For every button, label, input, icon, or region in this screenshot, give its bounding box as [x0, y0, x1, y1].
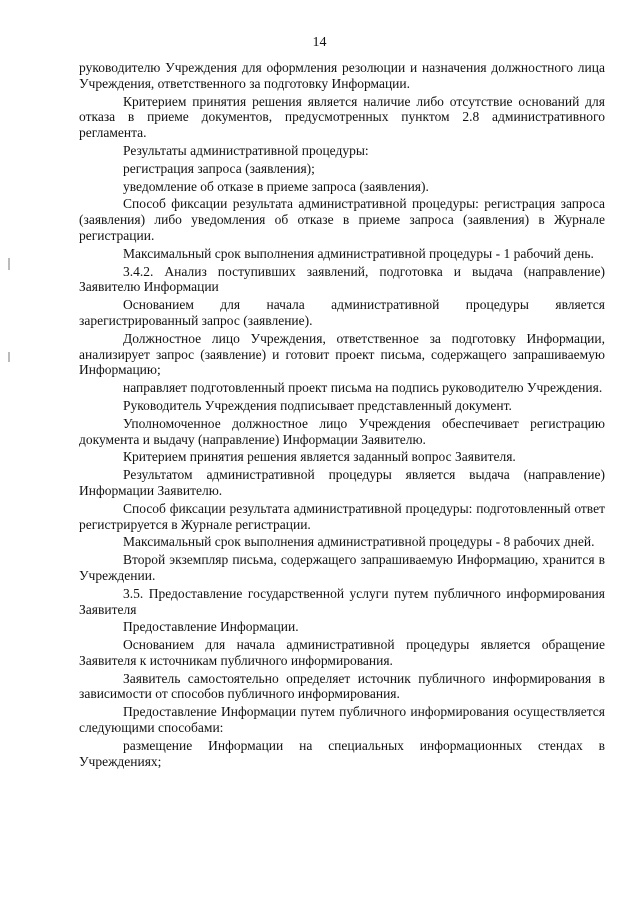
- paragraph: 3.5. Предоставление государственной услуги путем публичного информирования Заявителя: [79, 585, 605, 617]
- page-number: 14: [312, 35, 327, 50]
- paragraph: уведомление об отказе в приеме запроса (заявления).: [123, 178, 429, 194]
- paragraph: Основанием для начала административной процедуры является зарегистрированный запрос (заявление).: [79, 297, 605, 328]
- paragraph: Основанием для начала административной процедуры является обращение Заявителя к источникам публичного информирования.: [79, 637, 605, 668]
- paragraph: Способ фиксации результата административной процедуры: подготовленный ответ регистрируется в Журнале регистрации.: [79, 500, 605, 532]
- paragraph: Должностное лицо Учреждения, ответственное за подготовку Информации, анализирует запрос (заявление) и готовит проект письма, содержащего запрашиваемую Информацию;: [79, 330, 605, 378]
- paragraph: Второй экземпляр письма, содержащего запрашиваемую Информацию, хранится в Учреждении.: [79, 552, 605, 583]
- paragraph: Результаты административной процедуры:: [123, 142, 369, 158]
- scan-margin-mark: [8, 352, 10, 362]
- paragraph: Максимальный срок выполнения административной процедуры - 1 рабочий день.: [123, 245, 594, 261]
- document-body: [79, 60, 605, 771]
- paragraph: направляет подготовленный проект письма на подпись руководителю Учреждения.: [123, 380, 603, 396]
- paragraph: Предоставление Информации путем публичного информирования осуществляется следующими способами:: [79, 704, 605, 736]
- paragraph: Способ фиксации результата административной процедуры: регистрация запроса (заявления) либо уведомления об отказе в приеме запроса (заявления) в Журнале регистрации.: [79, 196, 605, 243]
- paragraph: регистрация запроса (заявления);: [123, 160, 315, 176]
- paragraph: Максимальный срок выполнения административной процедуры - 8 рабочих дней.: [123, 534, 595, 550]
- paragraph: Заявитель самостоятельно определяет источник публичного информирования в зависимости от способов публичного информирования.: [79, 670, 605, 702]
- paragraph: 3.4.2. Анализ поступивших заявлений, подготовка и выдача (направление) Заявителю Информации: [79, 263, 605, 295]
- paragraph: Результатом административной процедуры является выдача (направление) Информации Заявителю.: [79, 467, 605, 498]
- paragraph: Критерием принятия решения является наличие либо отсутствие оснований для отказа в приеме документов, предусмотренных пунктом 2.8 административного регламента.: [79, 93, 605, 141]
- paragraph: Руководитель Учреждения подписывает представленный документ.: [123, 397, 512, 413]
- paragraph: Критерием принятия решения является заданный вопрос Заявителя.: [123, 449, 516, 465]
- paragraph: размещение Информации на специальных информационных стендах в Учреждениях;: [79, 737, 605, 769]
- scan-margin-mark: [8, 258, 10, 270]
- paragraph: Предоставление Информации.: [123, 619, 299, 635]
- paragraph: руководителю Учреждения для оформления резолюции и назначения должностного лица Учреждения, ответственного за подготовку Информации.: [79, 60, 605, 91]
- paragraph: Уполномоченное должностное лицо Учреждения обеспечивает регистрацию документа и выдачу (направление) Информации Заявителю.: [79, 415, 605, 447]
